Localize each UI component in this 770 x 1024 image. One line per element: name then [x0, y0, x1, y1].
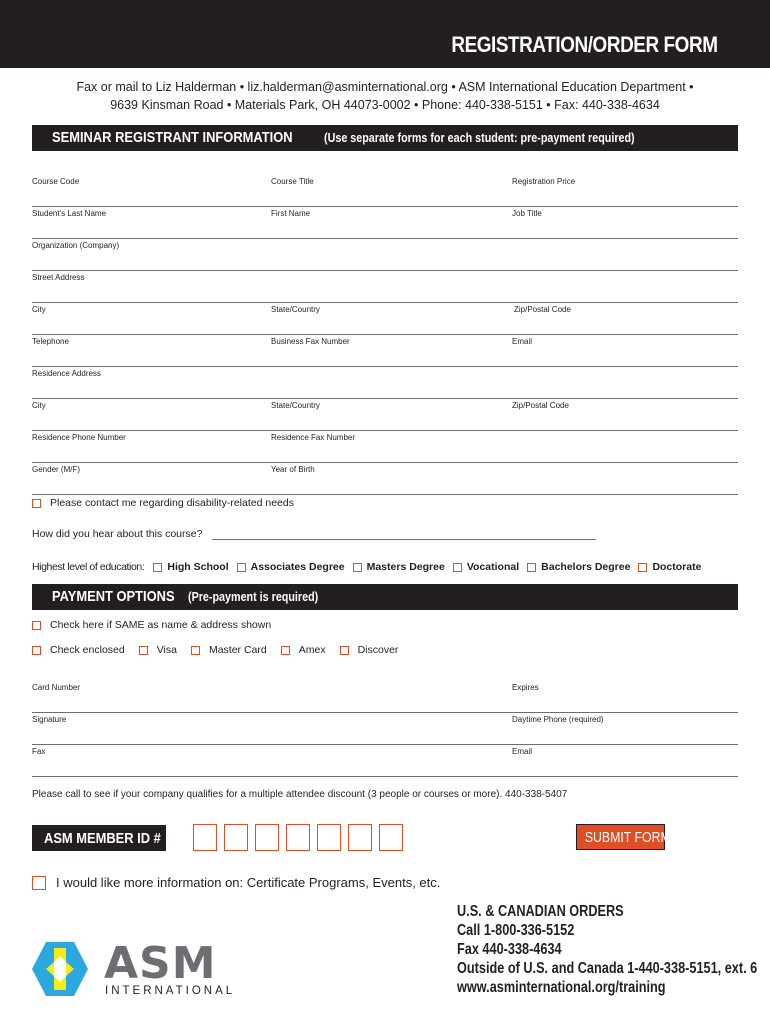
- zip-label: Zip/Postal Code: [514, 305, 571, 314]
- payment-method-label: Master Card: [208, 644, 267, 656]
- city-label: City: [32, 305, 46, 314]
- field-row-fax[interactable]: [32, 745, 738, 777]
- orders-heading: U.S. & CANADIAN ORDERS: [457, 903, 624, 920]
- field-row-residence-city[interactable]: [32, 399, 738, 431]
- expires-label: Expires: [512, 683, 539, 692]
- more-info-checkbox[interactable]: [32, 876, 46, 890]
- education-checkbox[interactable]: [353, 563, 362, 572]
- residence-phone-label: Residence Phone Number: [32, 433, 126, 442]
- education-option-label: Associates Degree: [250, 561, 345, 573]
- registrant-section-header: [32, 125, 738, 151]
- field-row-street[interactable]: [32, 271, 738, 303]
- form-title: REGISTRATION/ORDER FORM: [451, 32, 718, 57]
- education-option-label: High School: [167, 561, 229, 573]
- contact-line-1: Fax or mail to Liz Halderman • liz.halderman@asminternational.org • ASM International Education Department •: [76, 80, 694, 94]
- registrant-section-title: SEMINAR REGISTRANT INFORMATION: [52, 129, 293, 146]
- education-option-label: Doctorate: [652, 561, 702, 573]
- education-option[interactable]: [237, 561, 345, 573]
- field-row-telephone[interactable]: [32, 335, 738, 367]
- education-option-label: Vocational: [466, 561, 520, 573]
- same-address-option: [32, 619, 271, 631]
- residence-state-label: State/Country: [271, 401, 320, 410]
- payment-checkbox[interactable]: [281, 646, 290, 655]
- member-id-label: [32, 825, 166, 851]
- asm-logo: [32, 940, 288, 998]
- business-fax-label: Business Fax Number: [271, 337, 350, 346]
- telephone-label: Telephone: [32, 337, 69, 346]
- street-address-label: Street Address: [32, 273, 85, 282]
- payment-section-title: PAYMENT OPTIONS: [52, 588, 175, 605]
- payment-section-note: (Pre-payment is required): [188, 590, 319, 604]
- payment-checkbox[interactable]: [191, 646, 200, 655]
- payment-method-visa[interactable]: [139, 644, 177, 656]
- education-label: Highest level of education:: [32, 561, 145, 573]
- residence-city-label: City: [32, 401, 46, 410]
- payment-method-mastercard[interactable]: [191, 644, 267, 656]
- field-row-signature[interactable]: [32, 713, 738, 745]
- payment-method-amex[interactable]: [281, 644, 326, 656]
- more-info-option: [32, 875, 440, 890]
- member-id-digit-box[interactable]: [379, 824, 403, 851]
- residence-address-label: Residence Address: [32, 369, 101, 378]
- daytime-phone-label: Daytime Phone (required): [512, 715, 604, 724]
- year-of-birth-label: Year of Birth: [271, 465, 315, 474]
- orders-fax: Fax 440-338-4634: [457, 941, 562, 958]
- payment-section-header: [32, 584, 738, 610]
- payment-method-discover[interactable]: [340, 644, 399, 656]
- field-row-name[interactable]: [32, 207, 738, 239]
- state-country-label: State/Country: [271, 305, 320, 314]
- disability-checkbox[interactable]: [32, 499, 41, 508]
- education-options: [32, 561, 709, 573]
- payment-method-check[interactable]: [32, 644, 125, 656]
- payment-checkbox[interactable]: [139, 646, 148, 655]
- field-row-gender[interactable]: [32, 463, 738, 495]
- hear-about-question: How did you hear about this course?: [32, 528, 203, 540]
- education-option-label: Masters Degree: [366, 561, 445, 573]
- education-checkbox[interactable]: [453, 563, 462, 572]
- member-id-digit-box[interactable]: [317, 824, 341, 851]
- first-name-label: First Name: [271, 209, 311, 218]
- field-row-course[interactable]: [32, 175, 738, 207]
- education-checkbox[interactable]: [527, 563, 536, 572]
- logo-subtext: INTERNATIONAL: [105, 985, 236, 997]
- payment-method-label: Check enclosed: [50, 644, 125, 656]
- field-row-organization[interactable]: [32, 239, 738, 271]
- more-info-text: I would like more information on: Certificate Programs, Events, etc.: [56, 875, 441, 890]
- last-name-label: Student's Last Name: [32, 209, 107, 218]
- payment-methods: [32, 644, 412, 656]
- orders-website-link[interactable]: www.asminternational.org/training: [457, 979, 666, 996]
- same-address-text: Check here if SAME as name & address shown: [50, 619, 272, 631]
- orders-phone: Call 1-800-336-5152: [457, 922, 575, 939]
- course-title-label: Course Title: [271, 177, 314, 186]
- member-id-label-text: ASM MEMBER ID #: [44, 830, 161, 847]
- header-bar: [0, 0, 770, 68]
- logo-wordmark: ASM: [104, 940, 217, 989]
- payment-method-label: Discover: [357, 644, 399, 656]
- hear-about-field[interactable]: [212, 539, 596, 540]
- signature-label: Signature: [32, 715, 67, 724]
- orders-international: Outside of U.S. and Canada 1-440-338-5151, ext. 6: [457, 960, 758, 977]
- member-id-boxes: [193, 824, 403, 851]
- course-code-label: Course Code: [32, 177, 80, 186]
- orders-contact-block: [457, 902, 757, 997]
- education-checkbox[interactable]: [237, 563, 246, 572]
- registrant-section-note: (Use separate forms for each student: pre-payment required): [324, 131, 635, 145]
- payment-checkbox[interactable]: [32, 646, 41, 655]
- member-id-digit-box[interactable]: [348, 824, 372, 851]
- field-row-city[interactable]: [32, 303, 738, 335]
- education-checkbox[interactable]: [153, 563, 162, 572]
- payment-method-label: Visa: [156, 644, 177, 656]
- member-id-digit-box[interactable]: [193, 824, 217, 851]
- disability-option: [32, 497, 294, 509]
- submit-form-button[interactable]: [576, 824, 671, 850]
- payment-checkbox[interactable]: [340, 646, 349, 655]
- field-row-residence-phone[interactable]: [32, 431, 738, 463]
- contact-line-2: 9639 Kinsman Road • Materials Park, OH 44073-0002 • Phone: 440-338-5151 • Fax: 440-338-4634: [110, 98, 660, 112]
- education-option[interactable]: [527, 561, 630, 573]
- field-row-card[interactable]: [32, 681, 738, 713]
- gender-label: Gender (M/F): [32, 465, 81, 474]
- registration-price-label: Registration Price: [512, 177, 576, 186]
- same-address-checkbox[interactable]: [32, 621, 41, 630]
- member-id-digit-box[interactable]: [224, 824, 248, 851]
- education-option[interactable]: [638, 561, 701, 573]
- discount-note: Please call to see if your company qualifies for a multiple attendee discount (3 people or courses or more). 440-338-5407: [32, 789, 568, 800]
- member-id-digit-box[interactable]: [286, 824, 310, 851]
- education-option[interactable]: [453, 561, 519, 573]
- email-label: Email: [512, 337, 533, 346]
- field-row-residence[interactable]: [32, 367, 738, 399]
- card-number-label: Card Number: [32, 683, 81, 692]
- residence-zip-label: Zip/Postal Code: [512, 401, 569, 410]
- payment-fax-label: Fax: [32, 747, 46, 756]
- education-option[interactable]: [153, 561, 228, 573]
- residence-fax-label: Residence Fax Number: [271, 433, 356, 442]
- disability-text: Please contact me regarding disability-related needs: [50, 497, 294, 509]
- education-checkbox[interactable]: [638, 563, 647, 572]
- asm-logo-mark: [32, 940, 288, 998]
- job-title-label: Job Title: [512, 209, 542, 218]
- education-option[interactable]: [353, 561, 445, 573]
- education-option-label: Bachelors Degree: [541, 561, 631, 573]
- payment-email-label: Email: [512, 747, 533, 756]
- member-id-digit-box[interactable]: [255, 824, 279, 851]
- payment-method-label: Amex: [298, 644, 326, 656]
- submit-form-label: SUBMIT FORM: [584, 828, 671, 846]
- organization-label: Organization (Company): [32, 241, 120, 250]
